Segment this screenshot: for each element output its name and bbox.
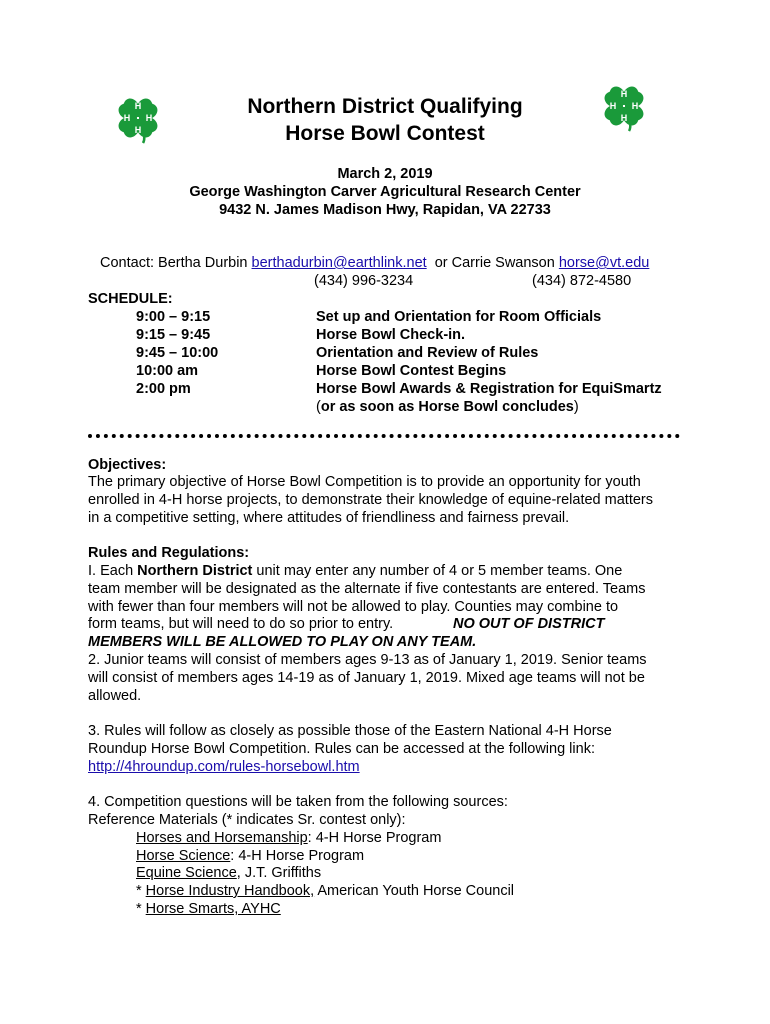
rule-1-district: Northern District — [137, 563, 253, 579]
rules-link[interactable]: http://4hroundup.com/rules-horsebowl.htm — [88, 759, 360, 775]
phone-durbin: (434) 996-3234 — [314, 273, 414, 289]
title-line-2: Horse Bowl Contest — [285, 122, 485, 145]
ref-rest: American Youth Horse Council — [314, 883, 515, 899]
paren-open: ( — [316, 399, 321, 415]
svg-text:H: H — [631, 101, 639, 111]
schedule-time: 9:00 – 9:15 — [136, 309, 211, 325]
objectives-line: The primary objective of Horse Bowl Competition is to provide an opportunity for youth — [88, 474, 641, 490]
reference-item — [136, 900, 281, 918]
ref-rest: , J.T. Griffiths — [236, 865, 322, 881]
rule-1-rest: unit may enter any number of 4 or 5 member teams. One — [252, 563, 623, 579]
svg-text:H: H — [620, 89, 628, 99]
reference-item — [136, 864, 321, 882]
rule-2-line-2: will consist of members ages 14-19 as of January 1, 2019. Mixed age teams will not be — [88, 670, 645, 686]
schedule-desc: Horse Bowl Check-in. — [316, 327, 466, 343]
ref-rest: : 4-H Horse Program — [307, 830, 442, 846]
rule-3-line-1: 3. Rules will follow as closely as possible those of the Eastern National 4-H Horse — [88, 723, 612, 739]
rule-1-line-3: with fewer than four members will not be allowed to play. Counties may combine to — [88, 599, 619, 615]
rule-1-emphasis-2: MEMBERS WILL BE ALLOWED TO PLAY ON ANY TEAM. — [88, 634, 477, 650]
email-link-durbin[interactable]: berthadurbin@earthlink.net — [251, 255, 427, 271]
schedule-time: 9:45 – 10:00 — [136, 345, 219, 361]
schedule-desc: Horse Bowl Contest Begins — [316, 363, 507, 379]
contact-middle: or Carrie Swanson — [426, 255, 559, 271]
event-venue: George Washington Carver Agricultural Research Center — [189, 184, 581, 200]
svg-text:H: H — [123, 113, 131, 123]
title-line-1: Northern District Qualifying — [247, 95, 523, 118]
event-date: March 2, 2019 — [337, 166, 433, 182]
phone-swanson: (434) 872-4580 — [532, 273, 632, 289]
rule-3-line-2: Roundup Horse Bowl Competition. Rules can be accessed at the following link: — [88, 741, 595, 757]
rule-2-line-1: 2. Junior teams will consist of members ages 9-13 as of January 1, 2019. Senior teams — [88, 652, 647, 668]
rule-1-line-1 — [88, 562, 622, 580]
schedule-desc: Set up and Orientation for Room Officials — [316, 309, 602, 325]
schedule-note — [316, 398, 579, 416]
ref-star: * — [136, 883, 146, 899]
svg-text:H: H — [134, 101, 142, 111]
rules-heading: Rules and Regulations: — [88, 545, 250, 561]
svg-text:H: H — [145, 113, 153, 123]
rule-4-line-2: Reference Materials (* indicates Sr. contest only): — [88, 812, 406, 828]
reference-item — [136, 882, 514, 900]
rule-2-line-3: allowed. — [88, 688, 142, 704]
schedule-time: 10:00 am — [136, 363, 199, 379]
objectives-line: enrolled in 4-H horse projects, to demonstrate their knowledge of equine-related matters — [88, 492, 653, 508]
rule-1-line-2: team member will be designated as the alternate if five contestants are entered. Teams — [88, 581, 646, 597]
event-address: 9432 N. James Madison Hwy, Rapidan, VA 22733 — [219, 202, 551, 218]
svg-text:H: H — [134, 125, 142, 135]
ref-title: Equine Science — [136, 865, 237, 881]
svg-text:H: H — [609, 101, 617, 111]
ref-title: Horse Smarts, AYHC — [145, 901, 281, 917]
svg-text:H: H — [620, 113, 628, 123]
schedule-desc: Orientation and Review of Rules — [316, 345, 539, 361]
objectives-line: in a competitive setting, where attitudes of friendliness and fairness prevail. — [88, 510, 570, 526]
schedule-note-text: or as soon as Horse Bowl concludes — [320, 399, 574, 415]
ref-title: Horse Industry Handbook, — [145, 883, 315, 899]
paren-close: ) — [573, 399, 579, 415]
ref-title: Horses and Horsemanship — [136, 830, 308, 846]
ref-star: * — [136, 901, 146, 917]
reference-item — [136, 829, 441, 847]
rule-4-line-1: 4. Competition questions will be taken from the following sources: — [88, 794, 508, 810]
schedule-heading: SCHEDULE: — [88, 291, 173, 307]
email-link-swanson[interactable]: horse@vt.edu — [558, 255, 650, 271]
reference-item — [136, 847, 364, 865]
schedule-time: 2:00 pm — [136, 381, 191, 397]
objectives-heading: Objectives: — [88, 457, 167, 473]
ref-rest: : 4-H Horse Program — [230, 848, 365, 864]
contact-label: Contact: Bertha Durbin — [100, 255, 252, 271]
schedule-time: 9:15 – 9:45 — [136, 327, 211, 343]
schedule-desc: Horse Bowl Awards & Registration for EquiSmartz — [316, 381, 662, 397]
rule-1-prefix: I. Each — [88, 563, 138, 579]
rule-1-line-4: form teams, but will need to do so prior to entry. — [88, 616, 394, 632]
contact-line — [100, 254, 649, 272]
rule-1-emphasis-1: NO OUT OF DISTRICT — [453, 616, 605, 632]
dotted-divider — [88, 434, 680, 438]
ref-title: Horse Science — [136, 848, 231, 864]
